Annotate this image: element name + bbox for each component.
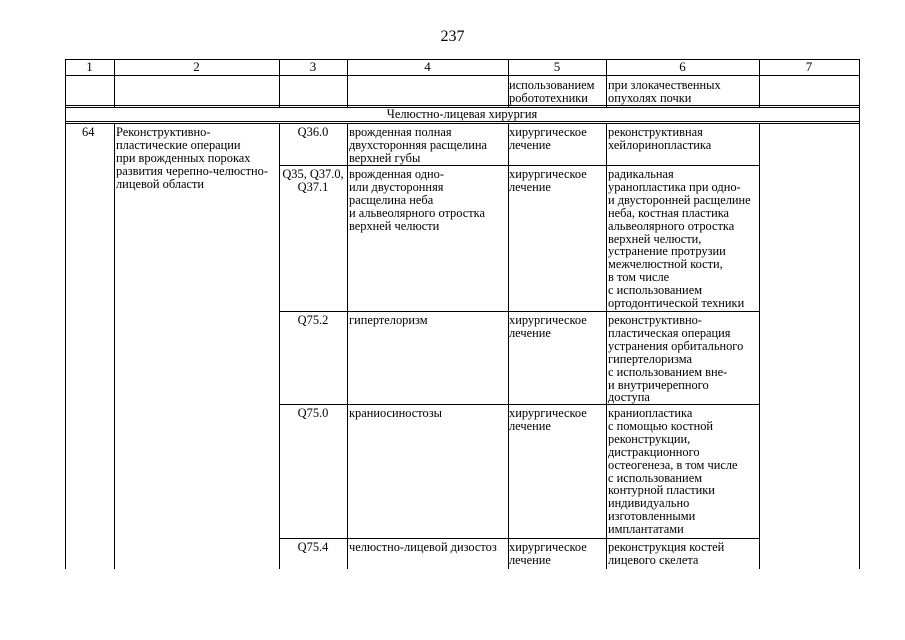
column-header-6: 6 [679, 59, 686, 74]
col-divider-5 [606, 123, 607, 569]
table-left-border [65, 59, 66, 569]
group-name: Реконструктивно- пластические операции при врожденных пороках развития черепно-челюстно- лицевой области [116, 125, 268, 191]
table-right-border [859, 59, 860, 569]
column-header-2: 2 [193, 59, 200, 74]
group-number: 64 [82, 125, 95, 139]
column-header-7: 7 [805, 59, 813, 74]
row-5-code: Q75.4 [297, 540, 329, 554]
row-4-treatment: хирургическое лечение [509, 406, 587, 433]
col-divider-6-top [759, 59, 760, 107]
row-5-condition: челюстно-лицевой дизостоз [349, 540, 497, 554]
col-divider-1 [114, 123, 115, 569]
continuation-method: при злокачественных опухолях почки [608, 78, 721, 105]
page-number: 237 [440, 28, 465, 45]
continuation-row-bottom [65, 105, 859, 106]
col-divider-3-top [347, 59, 348, 107]
section-row-bottom-2 [65, 123, 859, 124]
row-4-code: Q75.0 [297, 406, 329, 420]
row-1-condition: врожденная полная двухсторонняя расщелина верхней губы [349, 125, 488, 165]
col-divider-1-top [114, 59, 115, 107]
row-2-treatment: хирургическое лечение [509, 167, 587, 194]
header-bottom-border [65, 75, 859, 76]
row-3-method: реконструктивно- пластическая операция устранения орбитального гипертелоризма с использованием вне- и внутричерепного доступа [608, 313, 744, 405]
row-3-code: Q75.2 [297, 313, 329, 327]
col-divider-6 [759, 123, 760, 569]
row-1-code: Q36.0 [297, 125, 329, 139]
row-1-treatment: хирургическое лечение [509, 125, 587, 152]
col-divider-2-top [279, 59, 280, 107]
row-4-condition: краниосиностозы [349, 406, 442, 420]
row-4-method: краниопластика с помощью костной реконструкции, дистракционного остеогенеза, в том числе с использованием контурной пластики индивидуально изготовленными имплантатами [608, 406, 738, 537]
col-divider-5-top [606, 59, 607, 107]
row-separator-1 [279, 165, 759, 166]
row-2-method: радикальная уранопластика при одно- и двусторонней расщелине неба, костная пластика альвеолярного отростка верхней челюсти, устранение протрузии межчелюстной кости, в том числе с использованием ортодонтической техники [608, 167, 751, 311]
column-header-4: 4 [424, 59, 431, 74]
section-title: Челюстно-лицевая хирургия [386, 107, 538, 121]
row-2-code: Q35, Q37.0, Q37.1 [282, 167, 344, 194]
section-row-bottom [65, 121, 859, 122]
column-header-1: 1 [86, 59, 93, 74]
row-separator-2 [279, 311, 759, 312]
continuation-treatment: использованием робототехники [509, 78, 595, 105]
column-header-3: 3 [309, 59, 317, 74]
column-header-5: 5 [553, 59, 561, 74]
row-2-condition: врожденная одно- или двусторонняя расщелина неба и альвеолярного отростка верхней челюсти [349, 167, 485, 233]
row-3-treatment: хирургическое лечение [509, 313, 587, 340]
row-5-method: реконструкция костей лицевого скелета [608, 540, 725, 567]
row-5-treatment: хирургическое лечение [509, 540, 587, 567]
row-1-method: реконструктивная хейлоринопластика [608, 125, 712, 152]
col-divider-3 [347, 123, 348, 569]
row-3-condition: гипертелоризм [349, 313, 428, 327]
row-separator-4 [279, 538, 759, 539]
